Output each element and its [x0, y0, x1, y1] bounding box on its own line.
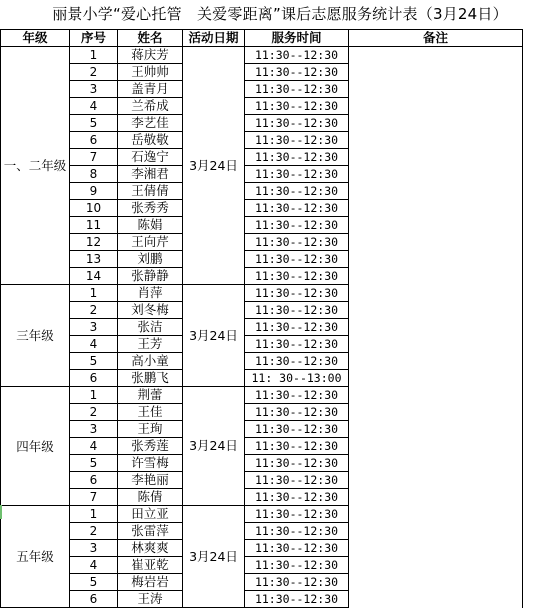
number-cell[interactable]: 4: [70, 438, 118, 455]
remarks-cell[interactable]: [349, 472, 523, 489]
service-time-cell[interactable]: 11:30--12:30: [245, 234, 349, 251]
remarks-cell[interactable]: [349, 251, 523, 268]
sheet-title: 丽景小学“爱心托管 关爱零距离”课后志愿服务统计表（3月24日）: [52, 5, 508, 23]
remarks-cell[interactable]: [349, 421, 523, 438]
name-cell[interactable]: 张静静: [118, 268, 183, 285]
service-time-cell[interactable]: 11:30--12:30: [245, 557, 349, 574]
name-cell[interactable]: 石逸宁: [118, 149, 183, 166]
number-cell[interactable]: 6: [70, 370, 118, 387]
service-time-cell[interactable]: 11:30--12:30: [245, 217, 349, 234]
name-cell[interactable]: 崔亚乾: [118, 557, 183, 574]
name-cell[interactable]: 李湘君: [118, 166, 183, 183]
name-cell[interactable]: 梅岩岩: [118, 574, 183, 591]
service-time-cell[interactable]: 11:30--12:30: [245, 64, 349, 81]
table-row: [1, 336, 523, 353]
header-row: [1, 30, 523, 47]
number-cell[interactable]: 5: [70, 455, 118, 472]
name-cell[interactable]: 高小童: [118, 353, 183, 370]
number-cell[interactable]: 1: [70, 285, 118, 302]
number-cell[interactable]: 3: [70, 319, 118, 336]
service-time-cell[interactable]: 11:30--12:30: [245, 540, 349, 557]
remarks-cell[interactable]: [349, 574, 523, 591]
service-time-cell[interactable]: 11:30--12:30: [245, 506, 349, 523]
number-cell[interactable]: 7: [70, 489, 118, 506]
service-time-cell[interactable]: 11:30--12:30: [245, 251, 349, 268]
table-row: [1, 472, 523, 489]
number-cell[interactable]: 10: [70, 200, 118, 217]
table-row: [1, 574, 523, 591]
number-cell[interactable]: 3: [70, 421, 118, 438]
name-cell[interactable]: 张秀秀: [118, 200, 183, 217]
header-service-time[interactable]: 服务时间: [245, 30, 349, 47]
number-cell[interactable]: 6: [70, 591, 118, 608]
number-cell[interactable]: 13: [70, 251, 118, 268]
remarks-cell[interactable]: [349, 98, 523, 115]
number-cell[interactable]: 2: [70, 302, 118, 319]
table-row: [1, 540, 523, 557]
number-cell[interactable]: 11: [70, 217, 118, 234]
activity-date-cell[interactable]: 3月24日: [183, 387, 245, 506]
number-cell[interactable]: 2: [70, 523, 118, 540]
number-cell[interactable]: 12: [70, 234, 118, 251]
name-cell[interactable]: 蒋庆芳: [118, 47, 183, 64]
remarks-cell[interactable]: [349, 506, 523, 523]
name-cell[interactable]: 王珣: [118, 421, 183, 438]
table-row: [1, 319, 523, 336]
name-cell[interactable]: 王涛: [118, 591, 183, 608]
service-time-cell[interactable]: 11:30--12:30: [245, 166, 349, 183]
table-row: [1, 455, 523, 472]
table-row: [1, 506, 523, 523]
name-cell[interactable]: 王芳: [118, 336, 183, 353]
number-cell[interactable]: 1: [70, 47, 118, 64]
table-row: [1, 268, 523, 285]
number-cell[interactable]: 4: [70, 98, 118, 115]
table-row: [1, 387, 523, 404]
remarks-cell[interactable]: [349, 268, 523, 285]
table-row: [1, 132, 523, 149]
name-cell[interactable]: 张鹏飞: [118, 370, 183, 387]
remarks-cell[interactable]: [349, 115, 523, 132]
number-cell[interactable]: 5: [70, 574, 118, 591]
service-time-cell[interactable]: 11:30--12:30: [245, 285, 349, 302]
remarks-cell[interactable]: [349, 523, 523, 540]
name-cell[interactable]: 王向芹: [118, 234, 183, 251]
number-cell[interactable]: 4: [70, 336, 118, 353]
service-time-cell[interactable]: 11:30--12:30: [245, 132, 349, 149]
service-time-cell[interactable]: 11:30--12:30: [245, 149, 349, 166]
service-time-cell[interactable]: 11:30--12:30: [245, 421, 349, 438]
header-number[interactable]: 序号: [70, 30, 118, 47]
name-cell[interactable]: 刘鹏: [118, 251, 183, 268]
service-time-cell[interactable]: 11:30--12:30: [245, 591, 349, 608]
number-cell[interactable]: 7: [70, 149, 118, 166]
table-row: [1, 217, 523, 234]
service-time-cell[interactable]: 11:30--12:30: [245, 47, 349, 64]
activity-date-cell[interactable]: 3月24日: [183, 285, 245, 387]
activity-date-cell[interactable]: 3月24日: [183, 47, 245, 285]
service-time-cell[interactable]: 11:30--12:30: [245, 489, 349, 506]
table-row: [1, 251, 523, 268]
name-cell[interactable]: 张雷萍: [118, 523, 183, 540]
number-cell[interactable]: 9: [70, 183, 118, 200]
remarks-cell[interactable]: [349, 557, 523, 574]
name-cell[interactable]: 李艳丽: [118, 472, 183, 489]
service-time-cell[interactable]: 11:30--12:30: [245, 574, 349, 591]
grade-cell[interactable]: 五年级: [1, 506, 70, 608]
remarks-cell[interactable]: [349, 183, 523, 200]
number-cell[interactable]: 14: [70, 268, 118, 285]
table-row: [1, 523, 523, 540]
table-row: [1, 438, 523, 455]
table-row: [1, 421, 523, 438]
number-cell[interactable]: 2: [70, 64, 118, 81]
name-cell[interactable]: 王帅帅: [118, 64, 183, 81]
number-cell[interactable]: 3: [70, 540, 118, 557]
number-cell[interactable]: 4: [70, 557, 118, 574]
number-cell[interactable]: 3: [70, 81, 118, 98]
name-cell[interactable]: 岳敬敬: [118, 132, 183, 149]
remarks-cell[interactable]: [349, 64, 523, 81]
remarks-cell[interactable]: [349, 387, 523, 404]
table-row: [1, 81, 523, 98]
header-activity-date[interactable]: 活动日期: [183, 30, 245, 47]
remarks-cell[interactable]: [349, 319, 523, 336]
service-time-cell[interactable]: 11:30--12:30: [245, 523, 349, 540]
remarks-cell[interactable]: [349, 540, 523, 557]
table-row: [1, 47, 523, 64]
number-cell[interactable]: 6: [70, 472, 118, 489]
table-row: [1, 370, 523, 387]
name-cell[interactable]: 盖青月: [118, 81, 183, 98]
activity-date-cell[interactable]: 3月24日: [183, 506, 245, 608]
service-time-cell[interactable]: 11:30--12:30: [245, 455, 349, 472]
name-cell[interactable]: 林爽爽: [118, 540, 183, 557]
table-row: [1, 591, 523, 608]
remarks-cell[interactable]: [349, 200, 523, 217]
number-cell[interactable]: 6: [70, 132, 118, 149]
remarks-cell[interactable]: [349, 438, 523, 455]
service-time-cell[interactable]: 11:30--12:30: [245, 472, 349, 489]
service-time-cell[interactable]: 11:30--12:30: [245, 353, 349, 370]
remarks-cell[interactable]: [349, 217, 523, 234]
name-cell[interactable]: 张秀莲: [118, 438, 183, 455]
grade-cell[interactable]: 三年级: [1, 285, 70, 387]
number-cell[interactable]: 1: [70, 387, 118, 404]
table-row: [1, 149, 523, 166]
header-grade[interactable]: 年级: [1, 30, 70, 47]
remarks-cell[interactable]: [349, 336, 523, 353]
service-time-cell[interactable]: 11:30--12:30: [245, 302, 349, 319]
remarks-cell[interactable]: [349, 149, 523, 166]
number-cell[interactable]: 2: [70, 404, 118, 421]
table-row: [1, 98, 523, 115]
service-time-cell[interactable]: 11:30--12:30: [245, 404, 349, 421]
service-time-cell[interactable]: 11:30--12:30: [245, 268, 349, 285]
table-body: [1, 47, 523, 608]
table-row: [1, 183, 523, 200]
table-row: [1, 115, 523, 132]
remarks-cell[interactable]: [349, 489, 523, 506]
remarks-cell[interactable]: [349, 285, 523, 302]
grade-cell[interactable]: 一、二年级: [1, 47, 70, 285]
service-time-cell[interactable]: 11:30--12:30: [245, 98, 349, 115]
name-cell[interactable]: 李艺佳: [118, 115, 183, 132]
name-cell[interactable]: 张洁: [118, 319, 183, 336]
header-name[interactable]: 姓名: [118, 30, 183, 47]
table-row: [1, 166, 523, 183]
volunteer-table: [0, 29, 523, 608]
table-row: [1, 302, 523, 319]
service-time-cell[interactable]: 11:30--12:30: [245, 319, 349, 336]
name-cell[interactable]: 荆蕾: [118, 387, 183, 404]
name-cell[interactable]: 兰希成: [118, 98, 183, 115]
service-time-cell[interactable]: 11:30--12:30: [245, 438, 349, 455]
remarks-cell[interactable]: [349, 81, 523, 98]
remarks-cell[interactable]: [349, 370, 523, 387]
service-time-cell[interactable]: 11:30--12:30: [245, 183, 349, 200]
table-row: [1, 404, 523, 421]
service-time-cell[interactable]: 11:30--12:30: [245, 115, 349, 132]
table-row: [1, 234, 523, 251]
table-row: [1, 200, 523, 217]
name-cell[interactable]: 刘冬梅: [118, 302, 183, 319]
service-time-cell[interactable]: 11:30--12:30: [245, 336, 349, 353]
remarks-cell[interactable]: [349, 234, 523, 251]
table-row: [1, 353, 523, 370]
table-row: [1, 285, 523, 302]
row-selection-marker: [0, 505, 2, 519]
remarks-cell[interactable]: [349, 302, 523, 319]
remarks-cell[interactable]: [349, 132, 523, 149]
remarks-cell[interactable]: [349, 591, 523, 608]
name-cell[interactable]: 田立亚: [118, 506, 183, 523]
number-cell[interactable]: 5: [70, 353, 118, 370]
number-cell[interactable]: 5: [70, 115, 118, 132]
remarks-cell[interactable]: [349, 404, 523, 421]
table-row: [1, 64, 523, 81]
name-cell[interactable]: 王倩倩: [118, 183, 183, 200]
service-time-cell[interactable]: 11:30--12:30: [245, 387, 349, 404]
service-time-cell[interactable]: 11:30--12:30: [245, 81, 349, 98]
name-cell[interactable]: 陈倩: [118, 489, 183, 506]
remarks-cell[interactable]: [349, 166, 523, 183]
name-cell[interactable]: 许雪梅: [118, 455, 183, 472]
remarks-cell[interactable]: [349, 455, 523, 472]
remarks-cell[interactable]: [349, 353, 523, 370]
service-time-cell[interactable]: 11: 30--13:00: [245, 370, 349, 387]
table-row: [1, 489, 523, 506]
service-time-cell[interactable]: 11:30--12:30: [245, 200, 349, 217]
number-cell[interactable]: 1: [70, 506, 118, 523]
remarks-cell[interactable]: [349, 47, 523, 64]
name-cell[interactable]: 肖萍: [118, 285, 183, 302]
table-row: [1, 557, 523, 574]
name-cell[interactable]: 王佳: [118, 404, 183, 421]
number-cell[interactable]: 8: [70, 166, 118, 183]
name-cell[interactable]: 陈娟: [118, 217, 183, 234]
grade-cell[interactable]: 四年级: [1, 387, 70, 506]
header-remarks[interactable]: 备注: [349, 30, 523, 47]
